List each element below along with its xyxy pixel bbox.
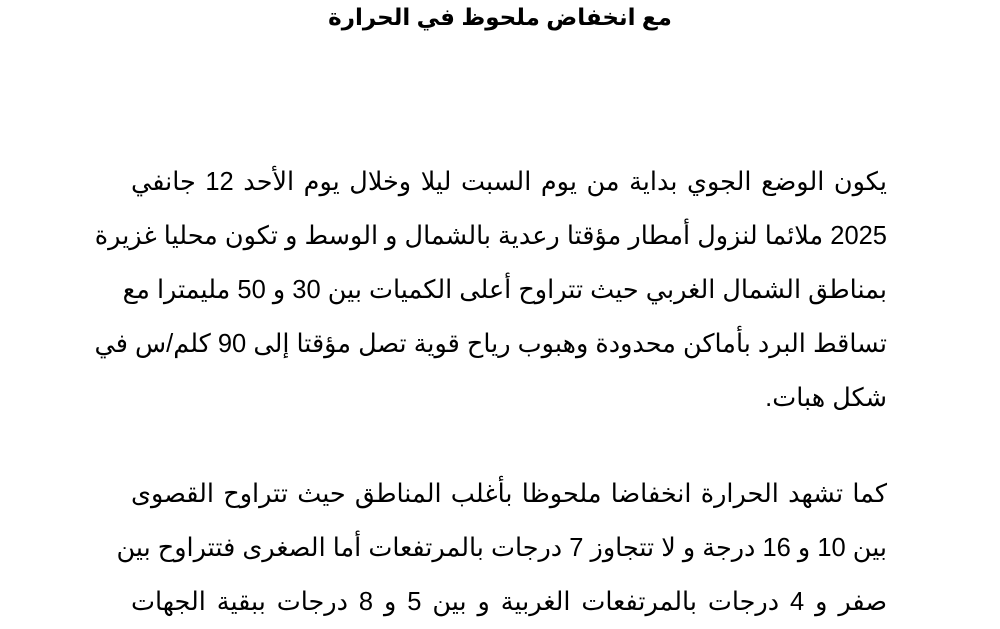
paragraph-line: شكل هبات. xyxy=(765,384,887,412)
paragraph-line: بمناطق الشمال الغربي حيث تتراوح أعلى الكميات بين 30 و 50 مليمترا مع xyxy=(122,276,887,304)
paragraph-line: صفر و 4 درجات بالمرتفعات الغربية و بين 5 و 8 درجات ببقية الجهات xyxy=(131,588,887,616)
paragraph-line: كما تشهد الحرارة انخفاضا ملحوظا بأغلب المناطق حيث تتراوح القصوى xyxy=(131,480,887,508)
document-title: مع انخفاض ملحوظ في الحرارة xyxy=(328,4,672,30)
paragraph-weather-forecast xyxy=(94,155,887,425)
paragraph-temperature xyxy=(116,467,887,629)
paragraph-line: بين 10 و 16 درجة و لا تتجاوز 7 درجات بالمرتفعات أما الصغرى فتتراوح بين xyxy=(116,534,887,562)
paragraph-line: تساقط البرد بأماكن محدودة وهبوب رياح قوية تصل مؤقتا إلى 90 كلم/س في xyxy=(94,330,887,358)
paragraph-line: 2025 ملائما لنزول أمطار مؤقتا رعدية بالشمال و الوسط و تكون محليا غزيرة xyxy=(94,222,887,250)
paragraph-line: يكون الوضع الجوي بداية من يوم السبت ليلا وخلال يوم الأحد 12 جانفي xyxy=(131,168,887,196)
